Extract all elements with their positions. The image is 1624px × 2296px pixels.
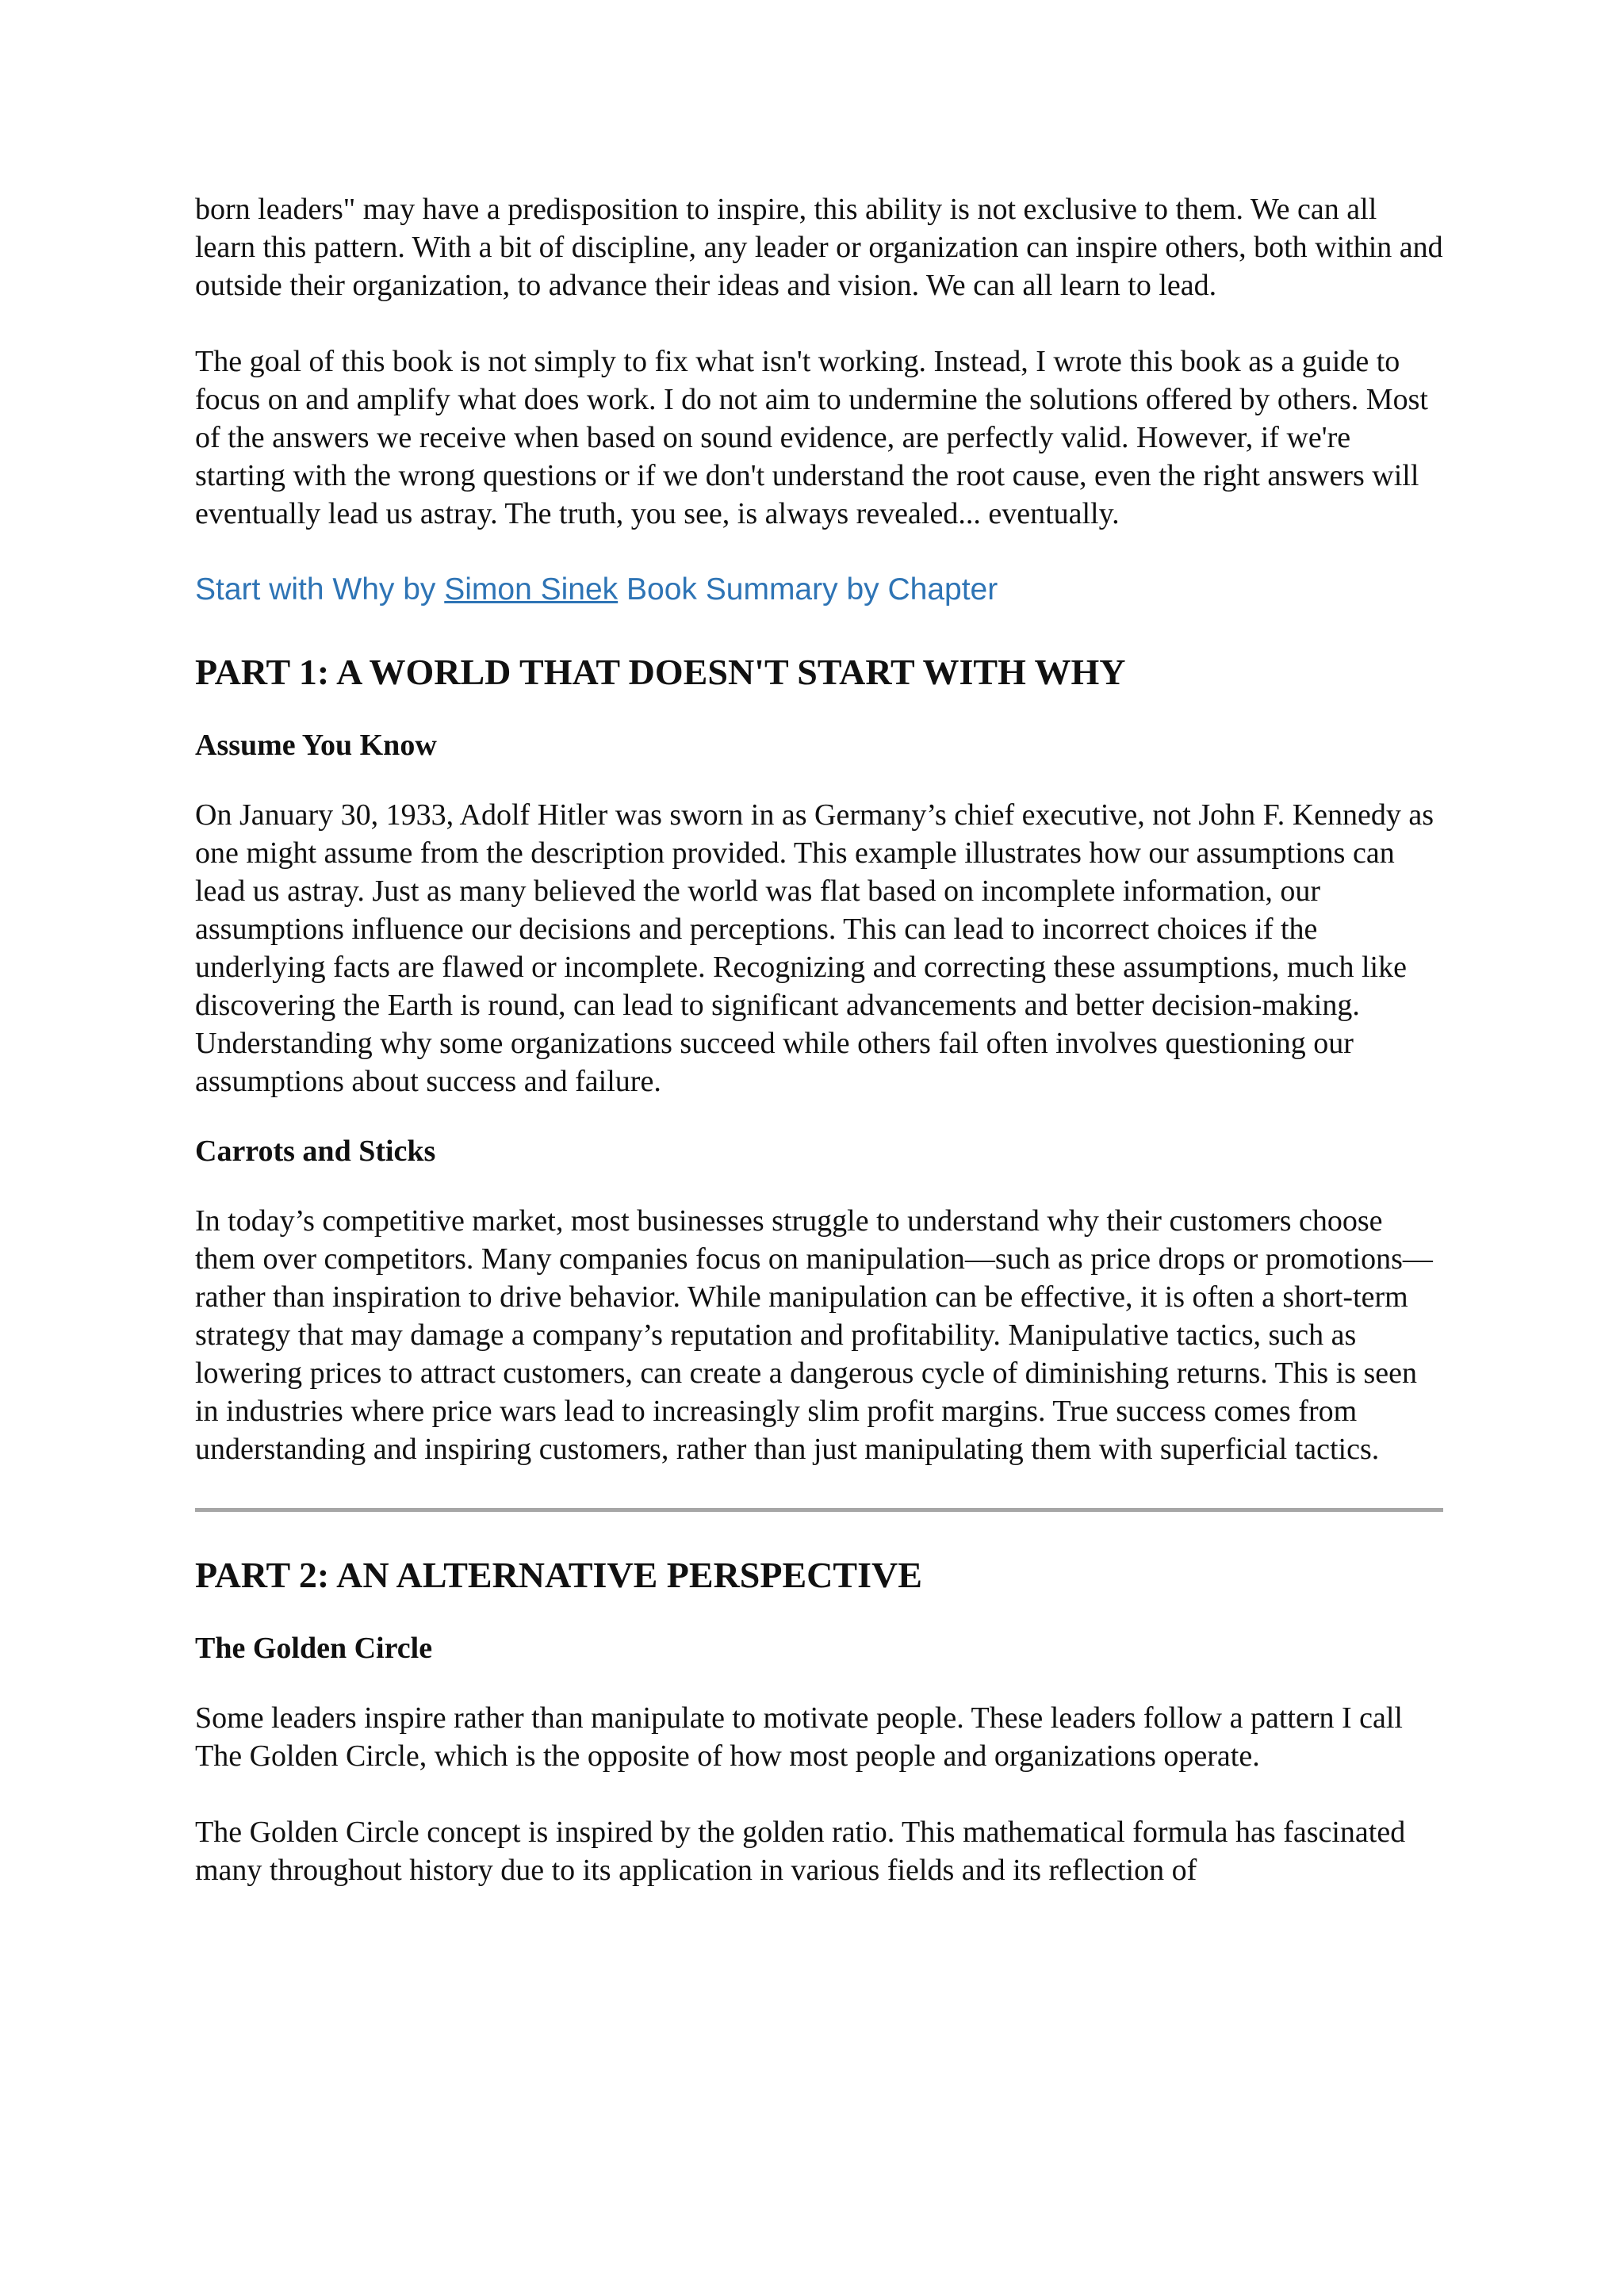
golden-circle-paragraph-2: The Golden Circle concept is inspired by the golden ratio. This mathematical formula has fascinated many throughout history due to its application in various fields and its reflection of bbox=[195, 1816, 1406, 1887]
golden-circle-paragraph-1: Some leaders inspire rather than manipulate to motivate people. These leaders follow a pattern I call The Golden Circle, which is the opposite of how most people and organizations operate. bbox=[195, 1701, 1403, 1773]
part-1-heading: PART 1: A WORLD THAT DOESN'T START WITH WHY bbox=[195, 652, 1126, 692]
section-heading-assume-you-know: Assume You Know bbox=[195, 729, 437, 762]
section-body-assume-you-know: On January 30, 1933, Adolf Hitler was sworn in as Germany’s chief executive, not John F. Kennedy as one might assume from the description provided. This example illustrates how our assumptions can lead us astray. Just as many believed the world was flat based on incomplete information, our assumptions influence our decisions and perceptions. This can lead to incorrect choices if the underlying facts are flawed or incomplete. Recognizing and correcting these assumptions, much like discovering the Earth is round, can lead to significant advancements and better decision-making. Understanding why some organizations succeed while others fail often involves questioning our assumptions about success and failure. bbox=[195, 798, 1434, 1098]
author-link[interactable]: Simon Sinek bbox=[444, 572, 619, 607]
document-page bbox=[195, 190, 1443, 1889]
book-summary-subtitle bbox=[195, 571, 1443, 609]
subtitle-prefix: Start with Why by bbox=[195, 572, 445, 607]
intro-paragraph-1: born leaders" may have a predisposition to inspire, this ability is not exclusive to them. We can all learn this pattern. With a bit of discipline, any leader or organization can inspire others, both within and outside their organization, to advance their ideas and vision. We can all learn to lead. bbox=[195, 193, 1443, 302]
section-divider bbox=[195, 1508, 1443, 1512]
intro-paragraph-2: The goal of this book is not simply to fix what isn't working. Instead, I wrote this book as a guide to focus on and amplify what does work. I do not aim to undermine the solutions offered by others. Most of the answers we receive when based on sound evidence, are perfectly valid. However, if we're starting with the wrong questions or if we don't understand the root cause, even the right answers will eventually lead us astray. The truth, you see, is always revealed... eventually. bbox=[195, 345, 1428, 530]
section-body-carrots-and-sticks: In today’s competitive market, most businesses struggle to understand why their customers choose them over competitors. Many companies focus on manipulation—such as price drops or promotions—rather than inspiration to drive behavior. While manipulation can be effective, it is often a short-term strategy that may damage a company’s reputation and profitability. Manipulative tactics, such as lowering prices to attract customers, can create a dangerous cycle of diminishing returns. This is seen in industries where price wars lead to increasingly slim profit margins. True success comes from understanding and inspiring customers, rather than just manipulating them with superficial tactics. bbox=[195, 1204, 1433, 1466]
section-heading-carrots-and-sticks: Carrots and Sticks bbox=[195, 1135, 436, 1168]
section-heading-golden-circle: The Golden Circle bbox=[195, 1632, 433, 1665]
part-2-heading: PART 2: AN ALTERNATIVE PERSPECTIVE bbox=[195, 1555, 922, 1595]
subtitle-suffix: Book Summary by Chapter bbox=[618, 572, 998, 607]
